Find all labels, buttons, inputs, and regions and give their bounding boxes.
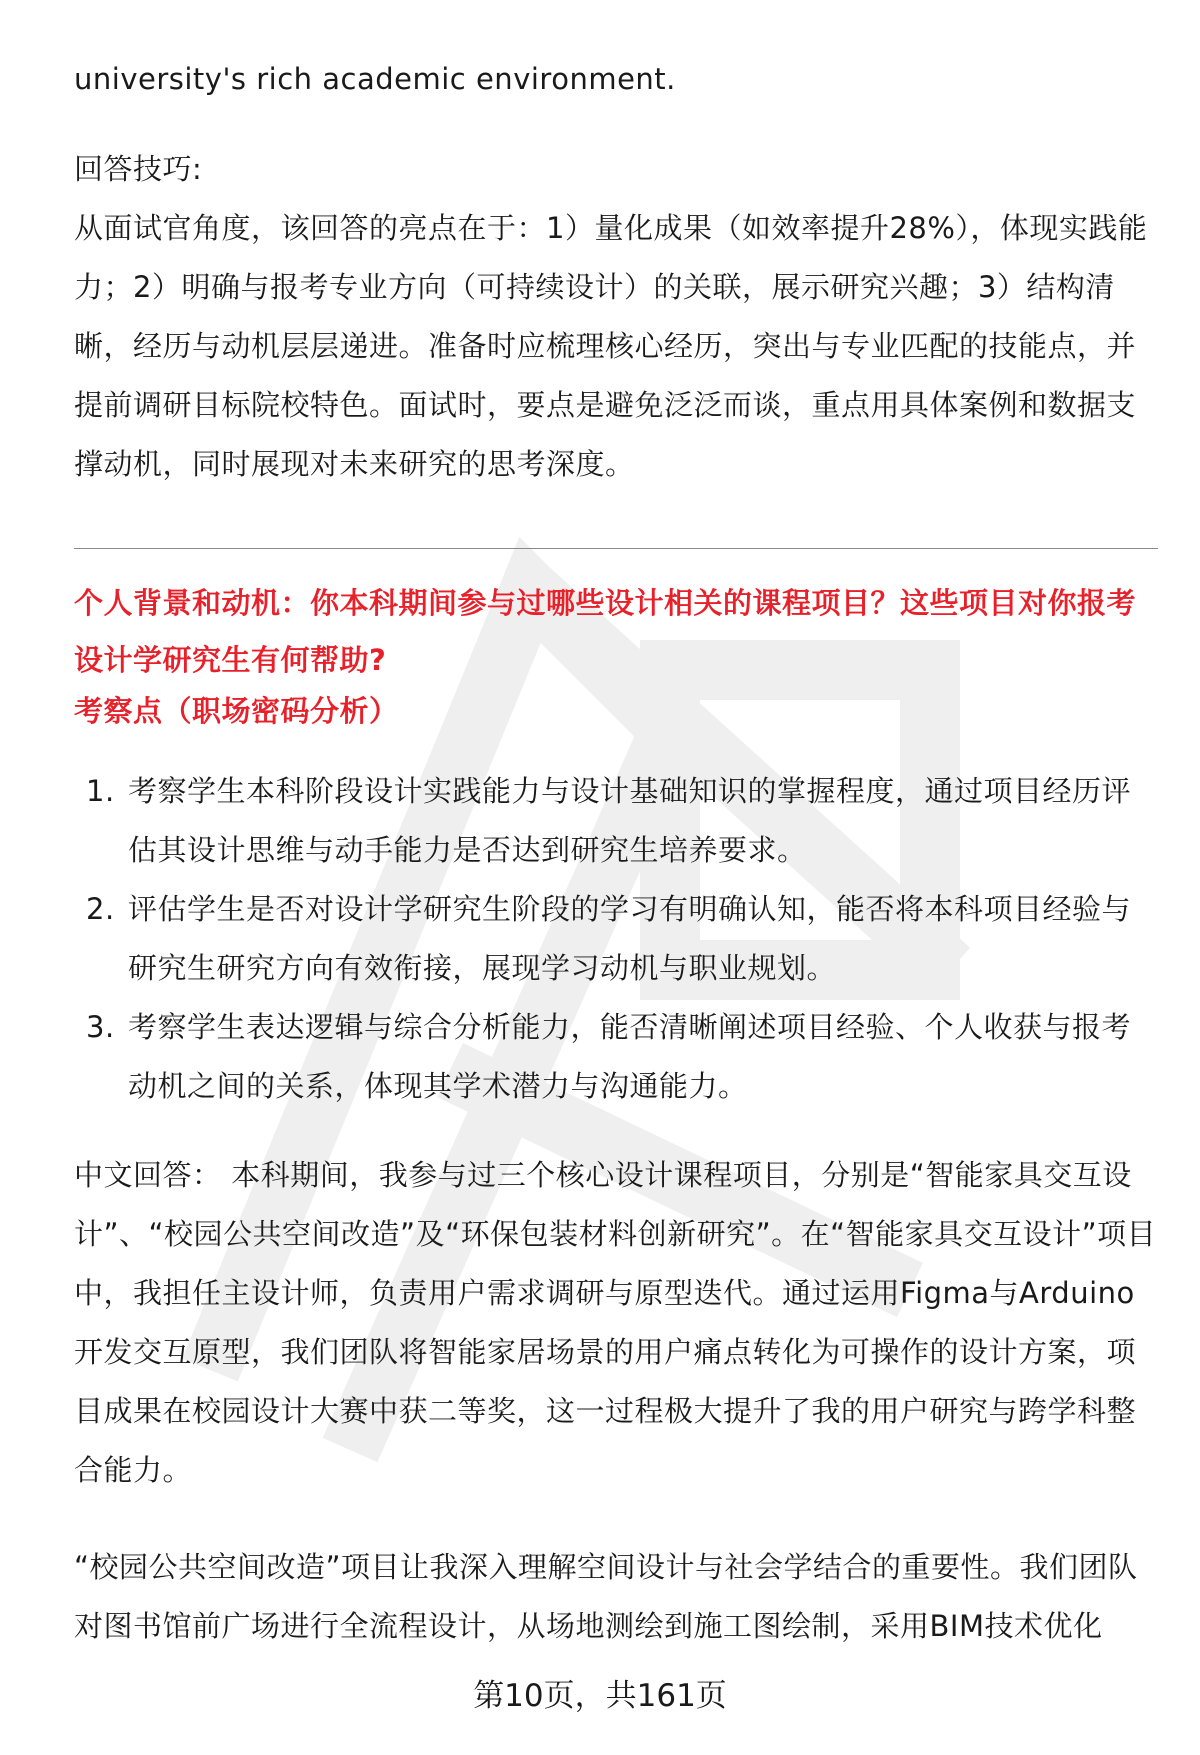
focus-item xyxy=(74,880,1160,998)
focus-item-number: 2. xyxy=(86,892,115,926)
focus-item-text: 考察学生表达逻辑与综合分析能力，能否清晰阐述项目经验、个人收获与报考动机之间的关系，体现其学术潜力与沟通能力。 xyxy=(128,1010,1132,1103)
section-divider xyxy=(74,548,1158,549)
focus-title: 考察点（职场密码分析） xyxy=(74,694,399,728)
answer-paragraph-2: “校园公共空间改造”项目让我深入理解空间设计与社会学结合的重要性。我们团队对图书馆前广场进行全流程设计，从场地测绘到施工图绘制，采用BIM技术优化 xyxy=(74,1550,1138,1643)
answer-paragraph-1: 中文回答： 本科期间，我参与过三个核心设计课程项目，分别是“智能家具交互设计”、“校园公共空间改造”及“环保包装材料创新研究”。在“智能家具交互设计”项目中，我担任主设计师，负责用户需求调研与原型迭代。通过运用Figma与Arduino开发交互原型，我们团队将智能家居场景的用户痛点转化为可操作的设计方案，项目成果在校园设计大赛中获二等奖，这一过程极大提升了我的用户研究与跨学科整合能力。 xyxy=(74,1158,1157,1487)
focus-item xyxy=(74,762,1160,880)
tips-label: 回答技巧: xyxy=(74,152,203,186)
focus-list xyxy=(74,762,1160,1116)
focus-item-number: 1. xyxy=(86,774,115,808)
tips-body: 从面试官角度，该回答的亮点在于：1）量化成果（如效率提升28%），体现实践能力；2）明确与报考专业方向（可持续设计）的关联，展示研究兴趣；3）结构清晰，经历与动机层层递进。准备时应梳理核心经历，突出与专业匹配的技能点，并提前调研目标院校特色。面试时，要点是避免泛泛而谈，重点用具体案例和数据支撑动机，同时展现对未来研究的思考深度。 xyxy=(74,211,1148,481)
question-heading: 个人背景和动机：你本科期间参与过哪些设计相关的课程项目？这些项目对你报考设计学研究生有何帮助? xyxy=(74,586,1137,677)
focus-item-text: 考察学生本科阶段设计实践能力与设计基础知识的掌握程度，通过项目经历评估其设计思维与动手能力是否达到研究生培养要求。 xyxy=(128,774,1132,867)
focus-item-text: 评估学生是否对设计学研究生阶段的学习有明确认知，能否将本科项目经验与研究生研究方向有效衔接，展现学习动机与职业规划。 xyxy=(128,892,1132,985)
focus-item xyxy=(74,998,1160,1116)
page-footer: 第10页，共161页 xyxy=(473,1678,727,1714)
focus-item-number: 3. xyxy=(86,1010,115,1044)
intro-line: university's rich academic environment. xyxy=(74,62,676,96)
